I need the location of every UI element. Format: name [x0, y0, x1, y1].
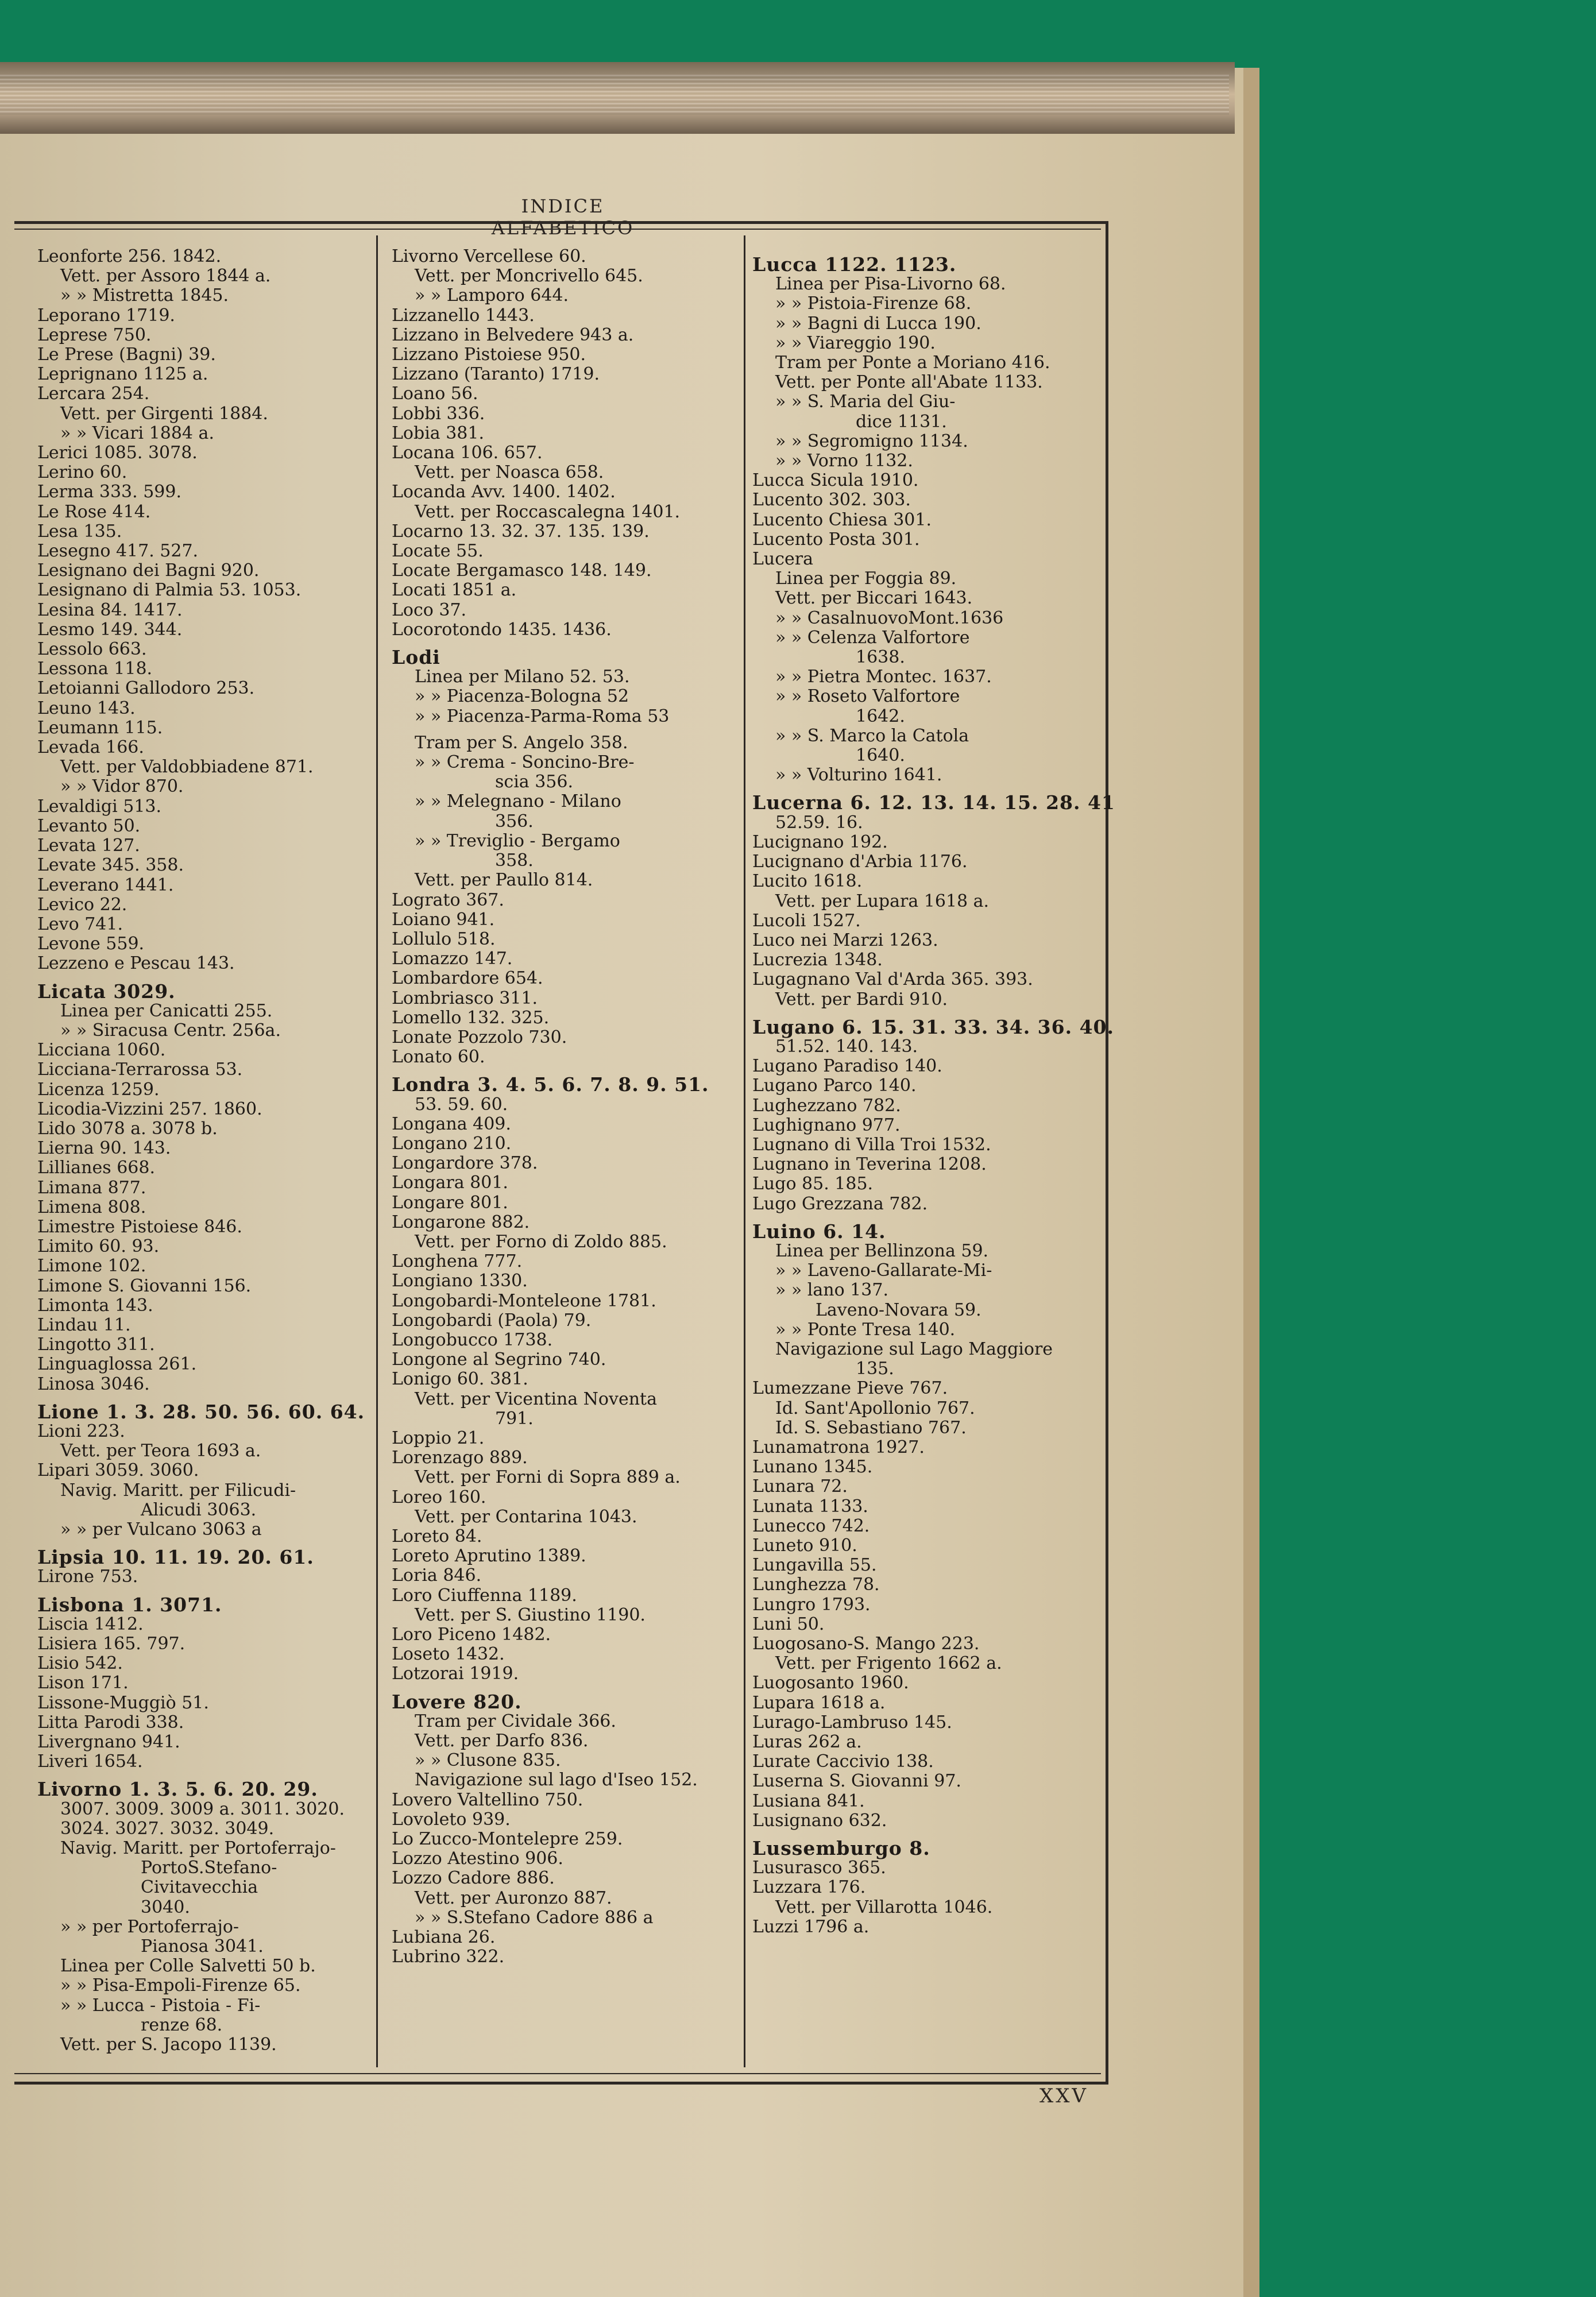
index-column-3 [752, 247, 1115, 1937]
index-entry: Lurago-Lambruso 145. [752, 1712, 952, 1733]
index-entry: Lesignano di Palmia 53. 1053. [37, 580, 302, 601]
index-entry: Lizzanello 1443. [392, 305, 535, 326]
index-entry: Linea per Colle Salvetti 50 b. [60, 1956, 316, 1977]
index-entry: Lomazzo 147. [392, 949, 513, 969]
index-entry: Lollulo 518. [392, 929, 496, 949]
index-entry: 53. 59. 60. [415, 1094, 508, 1115]
index-entry: Lucca Sicula 1910. [752, 470, 919, 491]
index-entry: Pianosa 3041. [141, 1936, 264, 1957]
index-entry: Linosa 3046. [37, 1374, 150, 1394]
index-entry: Lonigo 60. 381. [392, 1369, 528, 1390]
index-entry: Longiano 1330. [392, 1271, 528, 1291]
index-entry: Vett. per Bardi 910. [775, 989, 948, 1010]
index-entry: Longano 210. [392, 1133, 512, 1154]
index-entry: Lirone 753. [37, 1567, 138, 1587]
index-entry: Lograto 367. [392, 890, 504, 910]
index-entry: Lovero Valtellino 750. [392, 1789, 583, 1810]
index-entry: Limana 877. [37, 1177, 146, 1198]
index-entry: Lunano 1345. [752, 1457, 873, 1478]
index-entry: Lumezzane Pieve 767. [752, 1378, 948, 1399]
index-entry: 51.52. 140. 143. [775, 1036, 918, 1057]
index-entry: Lugo Grezzana 782. [752, 1193, 928, 1214]
index-entry: Lugano Parco 140. [752, 1076, 917, 1096]
index-entry: Lizzano in Belvedere 943 a. [392, 324, 634, 345]
index-entry: 135. [856, 1359, 894, 1379]
index-heading: Livorno 1. 3. 5. 6. 20. 29. [37, 1778, 318, 1801]
index-heading: Lucerna 6. 12. 13. 14. 15. 28. 41 [752, 791, 1115, 814]
index-entry: Luzzi 1796 a. [752, 1916, 870, 1937]
index-entry: Levanto 50. [37, 815, 141, 836]
index-entry: Locarno 13. 32. 37. 135. 139. [392, 521, 650, 542]
index-entry: Linguaglossa 261. [37, 1354, 197, 1375]
index-entry: Le Prese (Bagni) 39. [37, 345, 216, 365]
index-entry: Lurate Caccivio 138. [752, 1751, 934, 1772]
index-entry: Navigazione sul lago d'Iseo 152. [415, 1770, 698, 1791]
index-entry: Tram per Ponte a Moriano 416. [775, 353, 1050, 373]
index-entry: Longare 801. [392, 1192, 508, 1213]
index-entry: Lison 171. [37, 1673, 129, 1693]
index-entry: Licciana-Terrarossa 53. [37, 1059, 243, 1080]
index-entry: Lesignano dei Bagni 920. [37, 560, 260, 581]
index-entry: » » lano 137. [775, 1280, 888, 1301]
index-entry: Loreo 160. [392, 1487, 486, 1507]
index-heading: Lisbona 1. 3071. [37, 1593, 222, 1616]
index-entry: » » Roseto Valfortore [775, 686, 960, 707]
index-entry: Vett. per Frigento 1662 a. [775, 1653, 1002, 1674]
index-entry: Lusurasco 365. [752, 1858, 886, 1878]
index-entry: Licenza 1259. [37, 1079, 160, 1100]
index-entry: Loro Piceno 1482. [392, 1625, 551, 1645]
index-entry: » » Vidor 870. [60, 776, 184, 797]
index-entry: Vett. per Roccascalegna 1401. [415, 501, 681, 522]
index-entry: Vett. per Noasca 658. [415, 462, 604, 483]
index-entry: Vett. per Paullo 814. [415, 870, 593, 891]
index-entry: 1638. [856, 647, 905, 668]
index-entry: Lomello 132. 325. [392, 1007, 550, 1028]
index-entry: Locate Bergamasco 148. 149. [392, 560, 652, 581]
index-entry: » » Melegnano - Milano [415, 791, 621, 812]
index-entry: Lercara 254. [37, 384, 150, 404]
index-entry: Lezzeno e Pescau 143. [37, 953, 235, 974]
index-entry: » » Vorno 1132. [775, 451, 913, 471]
index-entry: Licciana 1060. [37, 1040, 166, 1061]
index-entry: Lobbi 336. [392, 403, 485, 424]
index-entry: Livorno Vercellese 60. [392, 246, 586, 266]
index-entry: Leverano 1441. [37, 875, 174, 895]
index-entry: » » Siracusa Centr. 256a. [60, 1020, 281, 1041]
page-edge-texture [0, 75, 1229, 115]
index-entry: » » Clusone 835. [415, 1750, 561, 1771]
index-entry: Lucignano d'Arbia 1176. [752, 852, 968, 872]
index-entry: Lungro 1793. [752, 1594, 871, 1615]
index-entry: Vett. per Lupara 1618 a. [775, 891, 990, 911]
index-entry: Vett. per Valdobbiadene 871. [60, 757, 314, 778]
index-entry: Lesmo 149. 344. [37, 619, 183, 640]
index-entry: Vett. per Assoro 1844 a. [60, 266, 271, 287]
index-entry: Lozzo Atestino 906. [392, 1849, 563, 1869]
index-entry: » » CasalnuovoMont.1636 [775, 608, 1004, 628]
index-entry: Leumann 115. [37, 717, 163, 738]
index-entry: Lisio 542. [37, 1653, 123, 1674]
index-entry: Lesa 135. [37, 521, 122, 542]
index-entry: Longarone 882. [392, 1212, 530, 1232]
index-entry: Lesegno 417. 527. [37, 541, 199, 562]
index-entry: dice 1131. [856, 411, 947, 432]
index-entry: Lierna 90. 143. [37, 1138, 171, 1159]
index-entry: Limonta 143. [37, 1295, 153, 1316]
index-entry: Leprignano 1125 a. [37, 364, 208, 385]
index-entry: » » Mistretta 1845. [60, 285, 229, 306]
index-column-2 [392, 247, 739, 1967]
index-entry: Limone 102. [37, 1256, 146, 1277]
index-entry: Loria 846. [392, 1565, 482, 1586]
index-entry: Longana 409. [392, 1113, 511, 1134]
index-entry: Lingotto 311. [37, 1335, 155, 1355]
index-heading: Lione 1. 3. 28. 50. 56. 60. 64. [37, 1400, 365, 1423]
index-entry: Lozzo Cadore 886. [392, 1868, 555, 1889]
index-entry: Lovoleto 939. [392, 1809, 511, 1830]
index-entry: » » Celenza Valfortore [775, 627, 970, 648]
index-entry: Lugagnano Val d'Arda 365. 393. [752, 969, 1033, 990]
index-entry: Levone 559. [37, 934, 145, 954]
index-entry: Luneto 910. [752, 1536, 857, 1556]
index-entry: Linea per Pisa-Livorno 68. [775, 274, 1006, 295]
index-entry: Licodia-Vizzini 257. 1860. [37, 1099, 262, 1119]
index-entry: Laveno-Novara 59. [816, 1300, 981, 1320]
index-entry: » » Treviglio - Bergamo [415, 830, 620, 851]
index-entry: Vett. per Biccari 1643. [775, 588, 973, 609]
index-heading: Londra 3. 4. 5. 6. 7. 8. 9. 51. [392, 1073, 709, 1096]
index-entry: Lunara 72. [752, 1476, 848, 1497]
index-entry: 3040. [141, 1897, 190, 1917]
index-entry: Longara 801. [392, 1173, 508, 1193]
index-entry: Loro Ciuffenna 1189. [392, 1585, 577, 1606]
index-entry: » » Viareggio 190. [775, 332, 936, 353]
index-entry: Lucento Posta 301. [752, 529, 920, 550]
index-entry: Vett. per Forni di Sopra 889 a. [415, 1467, 681, 1488]
index-entry: Lioni 223. [37, 1421, 125, 1441]
index-entry: Linea per Milano 52. 53. [415, 667, 630, 687]
index-entry: » » S. Maria del Giu- [775, 392, 956, 412]
index-entry: 358. [495, 850, 534, 871]
index-entry: Longhena 777. [392, 1251, 523, 1272]
column-rule [744, 235, 745, 2067]
index-entry: Luogosanto 1960. [752, 1673, 909, 1693]
index-entry: Lissone-Muggiò 51. [37, 1692, 209, 1713]
index-entry: Lusignano 632. [752, 1810, 887, 1831]
index-entry: Vett. per Darfo 836. [415, 1731, 589, 1751]
index-entry: Lubrino 322. [392, 1947, 505, 1967]
index-entry: Alicudi 3063. [141, 1499, 257, 1520]
index-entry: Luogosano-S. Mango 223. [752, 1634, 980, 1654]
index-entry: » » Laveno-Gallarate-Mi- [775, 1260, 992, 1281]
index-entry: Lucoli 1527. [752, 910, 861, 931]
index-entry: Liscia 1412. [37, 1614, 144, 1634]
index-entry: Loppio 21. [392, 1428, 485, 1448]
index-entry: Le Rose 414. [37, 501, 151, 522]
index-entry: Loreto Aprutino 1389. [392, 1546, 586, 1567]
index-entry: Limone S. Giovanni 156. [37, 1275, 252, 1296]
index-entry: Vett. per Contarina 1043. [415, 1506, 637, 1527]
index-entry: Lerma 333. 599. [37, 482, 182, 502]
index-entry: Vett. per S. Jacopo 1139. [60, 2035, 277, 2055]
index-entry: » » per Portoferrajo- [60, 1916, 239, 1937]
index-heading: Lussemburgo 8. [752, 1837, 930, 1860]
index-entry: » » Piacenza-Parma-Roma 53 [415, 706, 670, 726]
index-entry: Luras 262 a. [752, 1732, 862, 1753]
index-entry: » » Segromigno 1134. [775, 431, 968, 451]
index-entry: » » Lucca - Pistoia - Fi- [60, 1995, 261, 2016]
index-entry: Lucito 1618. [752, 871, 863, 892]
index-entry: PortoS.Stefano- [141, 1858, 277, 1878]
index-entry: Lindau 11. [37, 1314, 131, 1335]
index-entry: Navigazione sul Lago Maggiore [775, 1339, 1053, 1359]
index-entry: 3024. 3027. 3032. 3049. [60, 1818, 275, 1839]
index-heading: Luino 6. 14. [752, 1220, 886, 1243]
index-entry: Loreto 84. [392, 1526, 482, 1546]
index-heading: Lipsia 10. 11. 19. 20. 61. [37, 1546, 314, 1569]
index-entry: Lugo 85. 185. [752, 1174, 874, 1194]
index-entry: Vett. per Villarotta 1046. [775, 1897, 993, 1917]
index-entry: Levate 345. 358. [37, 855, 184, 876]
index-entry: Lugnano in Teverina 1208. [752, 1154, 987, 1175]
page-header-title: INDICE ALFABETICO [491, 195, 635, 239]
index-entry: Vett. per Ponte all'Abate 1133. [775, 372, 1043, 393]
index-column-1 [37, 247, 373, 2055]
index-entry: Lillianes 668. [37, 1158, 155, 1178]
index-entry: Civitavecchia [141, 1877, 258, 1898]
index-entry: Limena 808. [37, 1197, 146, 1217]
index-entry: Lunghezza 78. [752, 1575, 880, 1595]
index-entry: Lunecco 742. [752, 1515, 870, 1536]
index-entry: Vett. per S. Giustino 1190. [415, 1604, 646, 1625]
index-entry: Vett. per Forno di Zoldo 885. [415, 1231, 667, 1252]
index-entry: Lughezzano 782. [752, 1095, 901, 1116]
index-entry: Id. Sant'Apollonio 767. [775, 1398, 975, 1418]
index-entry: Lizzano Pistoiese 950. [392, 345, 586, 365]
index-entry: Luzzara 176. [752, 1877, 866, 1898]
index-entry: Levata 127. [37, 836, 140, 856]
index-entry: Lusiana 841. [752, 1791, 865, 1811]
index-entry: Tram per Cividale 366. [415, 1711, 616, 1731]
index-entry: Linea per Canicatti 255. [60, 1000, 273, 1021]
index-entry: Lobia 381. [392, 423, 485, 443]
index-entry: Liveri 1654. [37, 1751, 143, 1772]
index-entry: Vett. per Teora 1693 a. [60, 1441, 261, 1461]
index-heading: Lovere 820. [392, 1690, 522, 1713]
index-entry: » » S.Stefano Cadore 886 a [415, 1907, 654, 1928]
column-rule [376, 235, 378, 2067]
index-entry: Leonforte 256. 1842. [37, 246, 222, 266]
index-entry: » » Volturino 1641. [775, 765, 942, 786]
index-entry: Loiano 941. [392, 909, 495, 930]
index-entry: Navig. Maritt. per Portoferrajo- [60, 1838, 336, 1859]
index-entry: Tram per S. Angelo 358. [415, 732, 628, 753]
index-entry: » » Pietra Montec. 1637. [775, 667, 992, 687]
index-heading: Lodi [392, 646, 440, 669]
index-entry: Luco nei Marzi 1263. [752, 930, 938, 950]
index-entry: » » Piacenza-Bologna 52 [415, 686, 629, 707]
index-entry: Luni 50. [752, 1614, 825, 1634]
index-entry: renze 68. [141, 2014, 223, 2035]
index-entry: 791. [495, 1408, 534, 1429]
index-entry: Locate 55. [392, 541, 484, 562]
index-entry: 1640. [856, 745, 905, 766]
index-entry: Lonato 60. [392, 1047, 485, 1068]
index-entry: » » Bagni di Lucca 190. [775, 313, 981, 334]
index-entry: Lisiera 165. 797. [37, 1634, 186, 1654]
index-entry: » » Pisa-Empoli-Firenze 65. [60, 1975, 301, 1996]
page-number: XXV [1039, 2085, 1088, 2107]
index-entry: Letoianni Gallodoro 253. [37, 678, 255, 699]
index-entry: Lessona 118. [37, 659, 153, 679]
index-entry: Longobucco 1738. [392, 1329, 553, 1350]
index-heading: Lugano 6. 15. 31. 33. 34. 36. 40. [752, 1015, 1114, 1038]
index-entry: Lipari 3059. 3060. [37, 1460, 199, 1481]
index-entry: Lizzano (Taranto) 1719. [392, 364, 600, 385]
index-entry: Linea per Foggia 89. [775, 569, 957, 589]
index-entry: Longobardi-Monteleone 1781. [392, 1290, 656, 1311]
index-entry: Limito 60. 93. [37, 1236, 160, 1257]
index-entry: Locana 106. 657. [392, 443, 543, 463]
index-entry: scia 356. [495, 772, 574, 792]
index-entry: » » Vicari 1884 a. [60, 423, 214, 443]
index-entry: Vett. per Girgenti 1884. [60, 403, 268, 424]
index-entry: Lido 3078 a. 3078 b. [37, 1118, 218, 1139]
index-entry: » » S. Marco la Catola [775, 725, 969, 746]
index-entry: Levada 166. [37, 737, 144, 758]
index-entry: Linea per Bellinzona 59. [775, 1240, 989, 1261]
index-entry: Lughignano 977. [752, 1115, 901, 1135]
index-entry: Locorotondo 1435. 1436. [392, 619, 612, 640]
index-entry: 1642. [856, 706, 905, 726]
index-entry: Longobardi (Paola) 79. [392, 1310, 592, 1331]
index-entry: Leuno 143. [37, 698, 136, 718]
index-entry: Lugnano di Villa Troi 1532. [752, 1134, 991, 1155]
index-entry: Loano 56. [392, 384, 478, 404]
index-entry: Id. S. Sebastiano 767. [775, 1417, 967, 1438]
index-entry: Vett. per Auronzo 887. [415, 1888, 612, 1908]
index-entry: Lubiana 26. [392, 1927, 496, 1948]
index-entry: Leporano 1719. [37, 305, 175, 326]
index-entry: Livergnano 941. [37, 1732, 180, 1753]
index-entry: Locati 1851 a. [392, 580, 517, 601]
index-entry: Lerici 1085. 3078. [37, 443, 198, 463]
index-entry: 3007. 3009. 3009 a. 3011. 3020. [60, 1799, 345, 1819]
index-heading: Licata 3029. [37, 980, 176, 1003]
index-entry: » » Crema - Soncino-Bre- [415, 752, 635, 773]
index-entry: Lunata 1133. [752, 1496, 868, 1517]
index-entry: Lorenzago 889. [392, 1448, 528, 1468]
index-entry: Lucignano 192. [752, 832, 888, 852]
index-entry: Lugano Paradiso 140. [752, 1056, 942, 1077]
index-entry: Lucrezia 1348. [752, 950, 883, 970]
index-entry: » » Lamporo 644. [415, 285, 569, 306]
index-entry: Lucento 302. 303. [752, 490, 911, 511]
index-entry: Lupara 1618 a. [752, 1692, 886, 1713]
index-entry: Vett. per Vicentina Noventa [415, 1389, 657, 1409]
page-right-edge [1243, 68, 1259, 2297]
index-entry: » » per Vulcano 3063 a [60, 1519, 262, 1540]
index-entry: Lerino 60. [37, 462, 127, 483]
index-entry: Lo Zucco-Montelepre 259. [392, 1829, 623, 1850]
index-entry: Limestre Pistoiese 846. [37, 1216, 242, 1237]
index-heading: Lucca 1122. 1123. [752, 253, 957, 276]
index-entry: Longone al Segrino 740. [392, 1349, 606, 1370]
index-entry: Levaldigi 513. [37, 796, 162, 817]
index-entry: » » Ponte Tresa 140. [775, 1319, 956, 1340]
index-entry: Litta Parodi 338. [37, 1712, 184, 1733]
index-entry: Lotzorai 1919. [392, 1664, 519, 1684]
index-entry: Lucera [752, 549, 814, 570]
index-entry: Levo 741. [37, 914, 123, 934]
index-entry: Vett. per Moncrivello 645. [415, 266, 643, 287]
index-entry: 52.59. 16. [775, 812, 863, 833]
index-entry: Navig. Maritt. per Filicudi- [60, 1480, 296, 1501]
index-entry: Lessolo 663. [37, 639, 147, 660]
index-entry: Levico 22. [37, 894, 127, 915]
index-entry: Lombardore 654. [392, 968, 543, 989]
index-entry: Lucento Chiesa 301. [752, 509, 932, 530]
index-entry: Loseto 1432. [392, 1644, 505, 1665]
index-entry: Longardore 378. [392, 1153, 538, 1174]
index-entry: » » Pistoia-Firenze 68. [775, 293, 972, 314]
index-entry: Locanda Avv. 1400. 1402. [392, 482, 616, 502]
index-entry: Leprese 750. [37, 324, 152, 345]
index-entry: Lungavilla 55. [752, 1555, 877, 1576]
index-entry: Lonate Pozzolo 730. [392, 1027, 567, 1047]
index-entry: Lunamatrona 1927. [752, 1437, 925, 1457]
index-entry: Loco 37. [392, 600, 467, 620]
index-entry: 356. [495, 811, 534, 832]
index-entry: Lesina 84. 1417. [37, 600, 183, 620]
index-entry: Lombriasco 311. [392, 988, 538, 1008]
index-entry: Luserna S. Giovanni 97. [752, 1771, 961, 1792]
